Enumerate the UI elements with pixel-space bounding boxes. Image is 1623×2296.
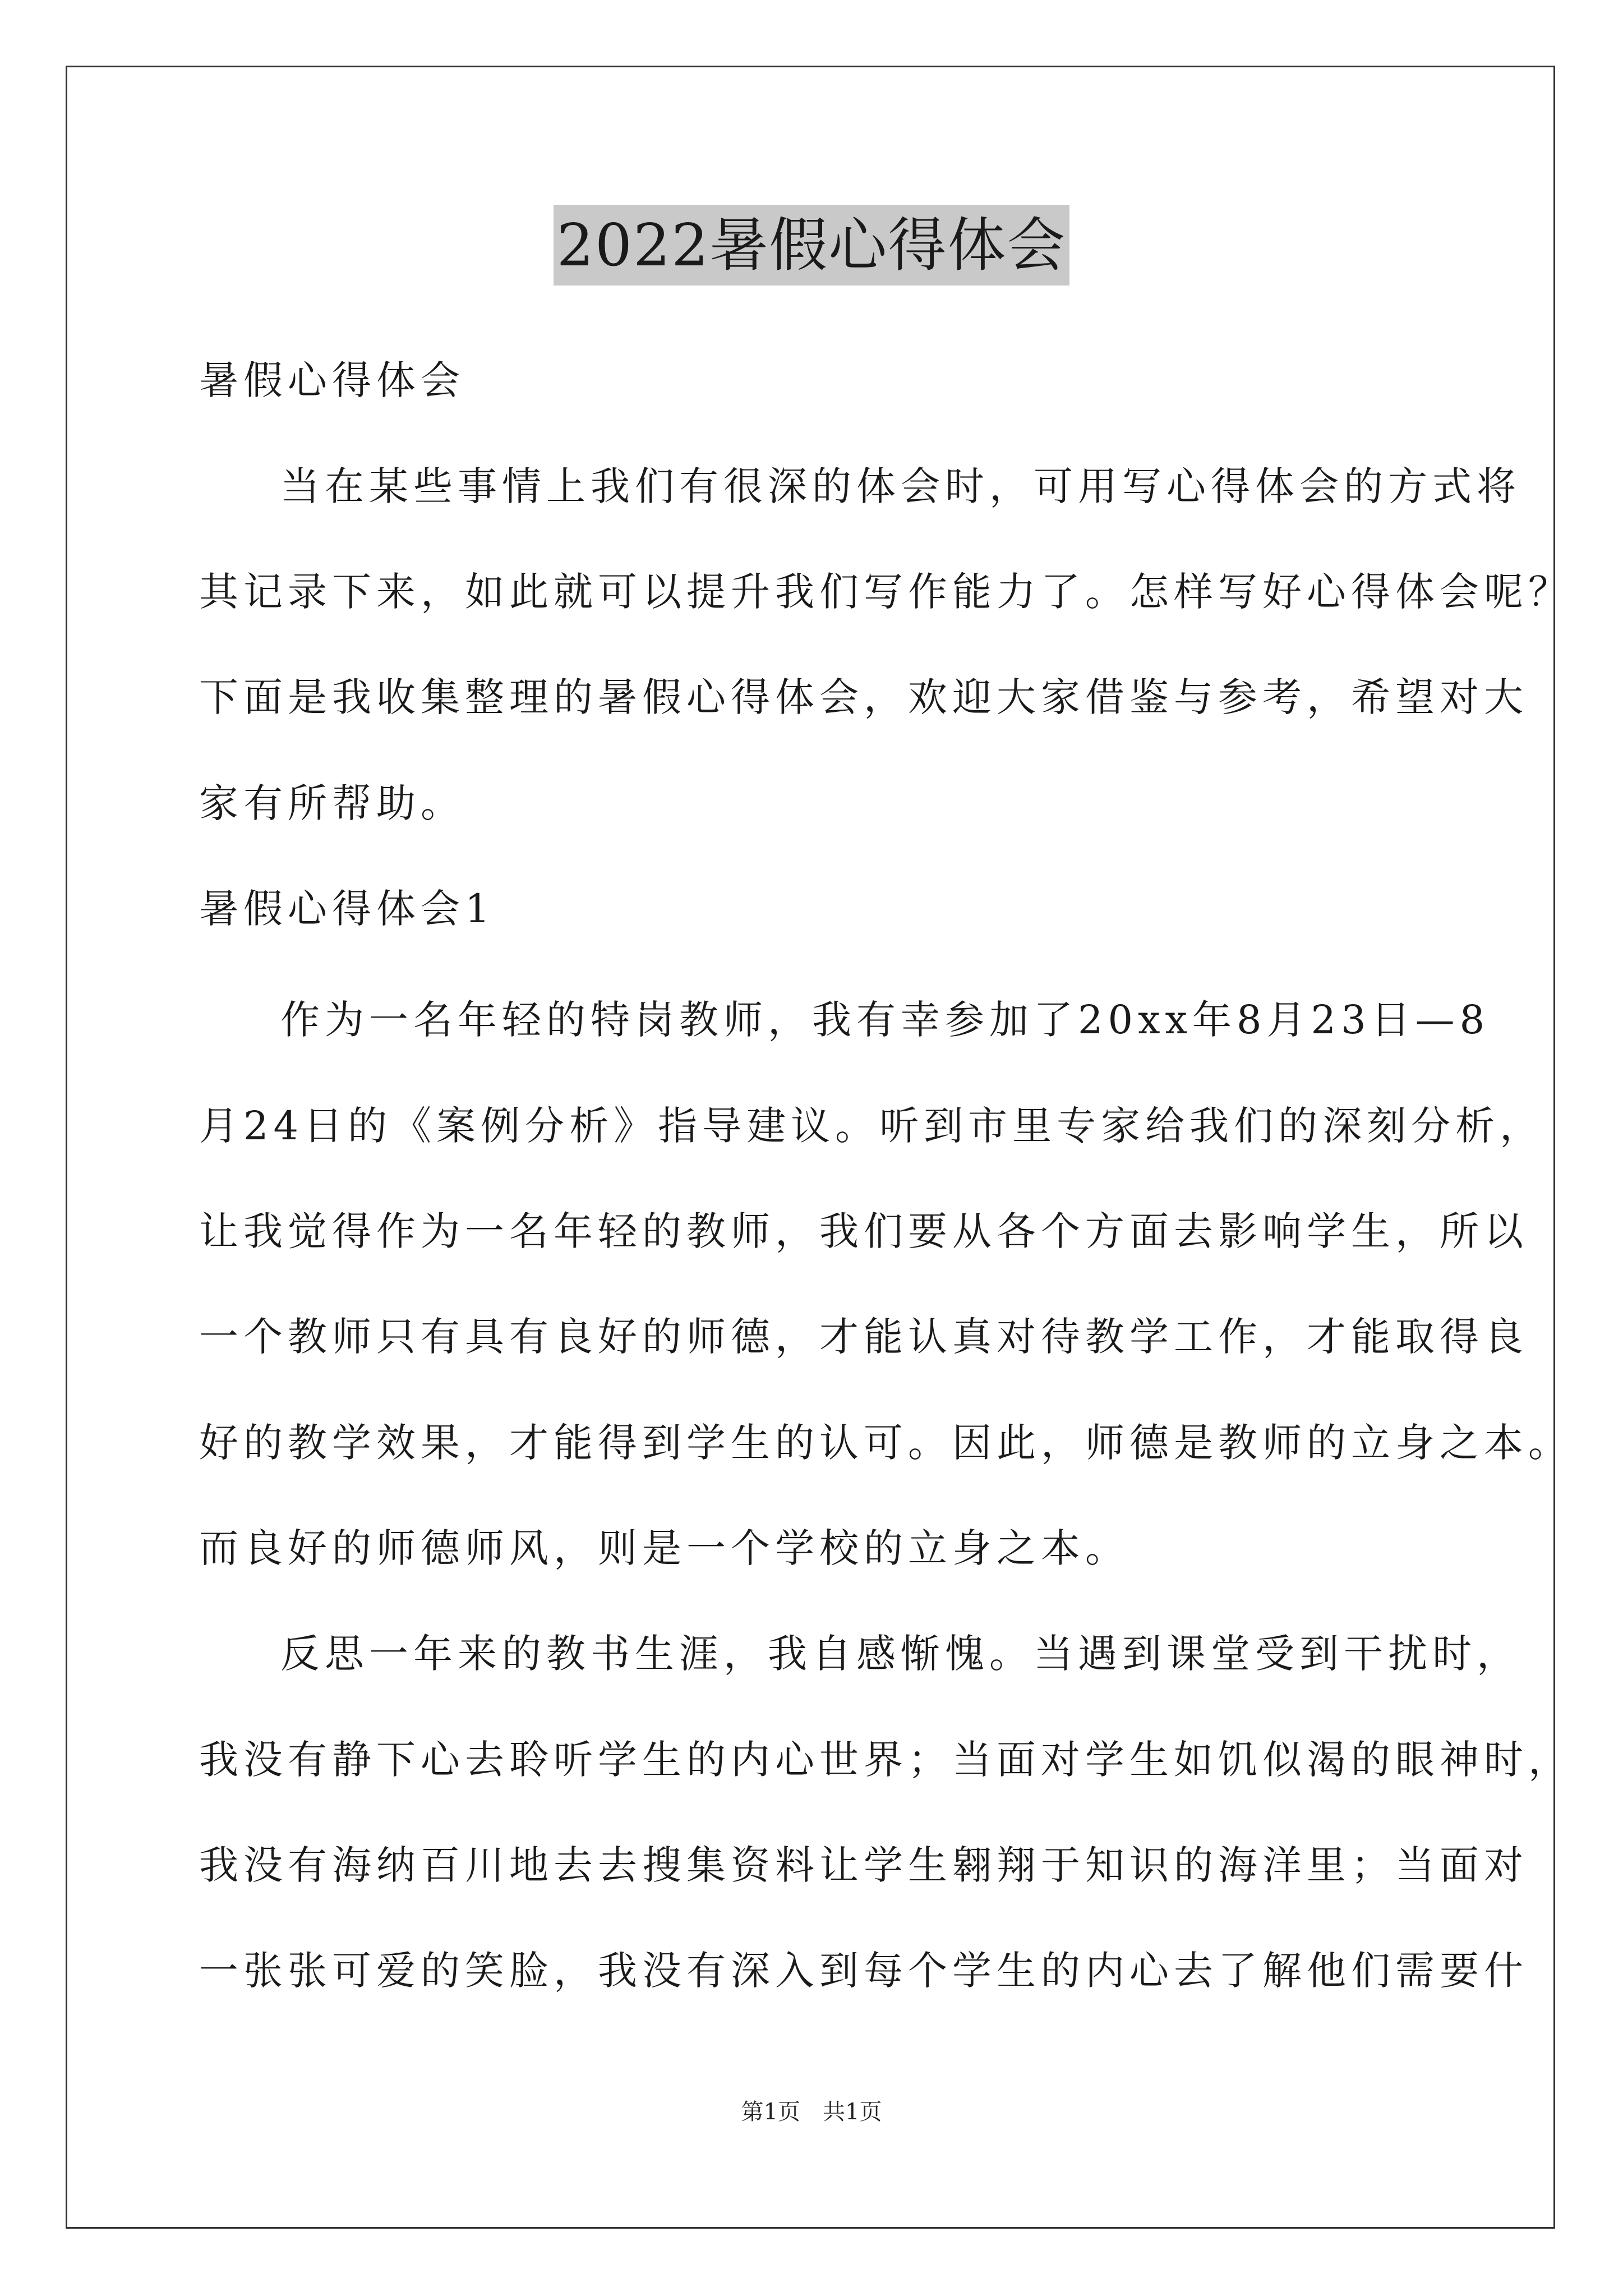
paragraph-line: 其记录下来，如此就可以提升我们写作能力了。怎样写好心得体会呢？ xyxy=(199,569,1573,615)
section-heading: 暑假心得体会1 xyxy=(199,886,495,932)
paragraph-line: 作为一名年轻的特岗教师，我有幸参加了20xx年8月23日—8 xyxy=(280,997,1490,1043)
paragraph-line: 反思一年来的教书生涯，我自感惭愧。当遇到课堂受到干扰时， xyxy=(280,1631,1521,1677)
paragraph-line: 我没有海纳百川地去去搜集资料让学生翱翔于知识的海洋里；当面对 xyxy=(199,1842,1528,1888)
paragraph-line: 一个教师只有具有良好的师德，才能认真对待教学工作，才能取得良 xyxy=(199,1314,1528,1360)
title-container xyxy=(0,205,1623,286)
paragraph-line: 让我觉得作为一名年轻的教师，我们要从各个方面去影响学生，所以 xyxy=(199,1208,1528,1254)
paragraph-line: 好的教学效果，才能得到学生的认可。因此，师德是教师的立身之本。 xyxy=(199,1420,1573,1466)
paragraph-line: 一张张可爱的笑脸，我没有深入到每个学生的内心去了解他们需要什 xyxy=(199,1948,1528,1994)
paragraph-line: 当在某些事情上我们有很深的体会时，可用写心得体会的方式将 xyxy=(280,463,1521,509)
page-footer: 第1页 共1页 xyxy=(741,2099,882,2125)
paragraph-line: 而良好的师德师风，则是一个学校的立身之本。 xyxy=(199,1525,1129,1571)
section-heading: 暑假心得体会 xyxy=(199,357,465,403)
paragraph-line: 月24日的《案例分析》指导建议。听到市里专家给我们的深刻分析， xyxy=(199,1103,1544,1149)
paragraph-line: 家有所帮助。 xyxy=(199,780,465,826)
document-title: 2022暑假心得体会 xyxy=(554,205,1070,286)
paragraph-line: 我没有静下心去聆听学生的内心世界；当面对学生如饥似渴的眼神时， xyxy=(199,1737,1573,1783)
paragraph-line: 下面是我收集整理的暑假心得体会，欢迎大家借鉴与参考，希望对大 xyxy=(199,674,1528,720)
